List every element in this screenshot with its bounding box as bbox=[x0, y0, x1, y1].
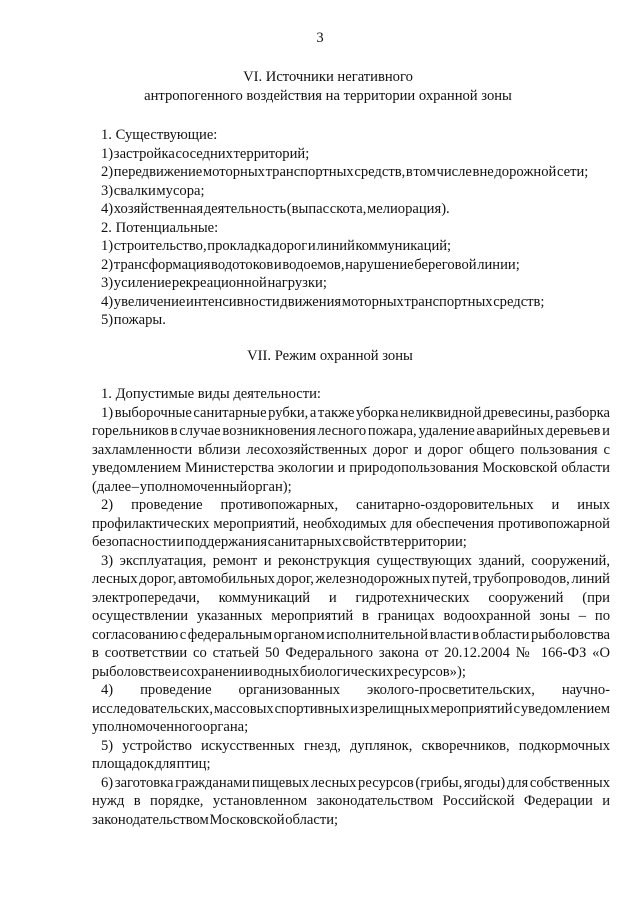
existing-sources-heading: 1. Существующие: bbox=[101, 127, 218, 143]
section-7-title: VII. Режим охранной зоны bbox=[247, 348, 413, 364]
page-number: 3 bbox=[316, 30, 324, 46]
potential-item-1: 1) строительство, прокладка дорог и линий коммуникаций; bbox=[101, 238, 452, 254]
existing-item-1: 1) застройка соседних территорий; bbox=[101, 145, 310, 162]
allowed-item-5: 5) устройство искусственных гнезд, дуплянок, скворечников, подкормочных площадок для птиц; bbox=[92, 737, 610, 772]
potential-item-2: 2) трансформация водотоков и водоемов, нарушение береговой линии; bbox=[101, 256, 520, 273]
existing-item-3: 3) свалки мусора; bbox=[101, 182, 205, 199]
section-7-body bbox=[92, 385, 610, 829]
allowed-item-6: 6) заготовка гражданами пищевых лесных ресурсов (грибы, ягоды) для собственных нужд в порядке, установленном законодательством Российской Федерации и законодательством Московской области; bbox=[92, 774, 610, 828]
existing-item-4: 4) хозяйственная деятельность (выпас скота, мелиорация). bbox=[101, 201, 450, 217]
potential-sources-heading: 2. Потенциальные: bbox=[101, 219, 219, 236]
potential-item-3: 3) усиление рекреационной нагрузки; bbox=[101, 275, 327, 291]
existing-item-2: 2) передвижение моторных транспортных средств, в том числе вне дорожной сети; bbox=[101, 164, 589, 180]
allowed-item-4: 4) проведение организованных эколого-просветительских, научно-исследовательских, массовых спортивных и зрелищных мероприятий с уведомлением уполномоченного органа; bbox=[92, 682, 610, 735]
potential-item-4: 4) увеличение интенсивности движения моторных транспортных средств; bbox=[101, 293, 545, 310]
allowed-activities-heading: 1. Допустимые виды деятельности: bbox=[101, 386, 321, 402]
potential-item-5: 5) пожары. bbox=[101, 312, 166, 328]
allowed-item-2: 2) проведение противопожарных, санитарно-оздоровительных и иных профилактических мероприятий, необходимых для обеспечения противопожарной безопасности и поддержания санитарных свойств территории; bbox=[92, 497, 610, 550]
section-6-title bbox=[8, 68, 640, 105]
section-6-title-line-2: антропогенного воздействия на территории охранной зоны bbox=[144, 87, 512, 104]
allowed-item-1: 1) выборочные санитарные рубки, а также уборка неликвидной древесины, разборка горельников в случае возникновения лесного пожара, удаление аварийных деревьев и захламленности вблизи лесохозяйственных дорог и дорог общего пользования с уведомлением Министерства экологии и природопользования Московской области (далее – уполномоченный орган); bbox=[92, 404, 610, 495]
section-6-title-line-1: VI. Источники негативного bbox=[243, 69, 413, 85]
section-6-body bbox=[92, 126, 610, 330]
allowed-item-3: 3) эксплуатация, ремонт и реконструкция существующих зданий, сооружений, лесных дорог, автомобильных дорог, железнодорожных путей, трубопроводов, линий электропередачи, коммуникаций и гидротехнических сооружений (при осуществлении указанных мероприятий в границах водоохранной зоны – по согласованию с федеральным органом исполнительной власти в области рыболовства в соответствии со статьей 50 Федерального закона от 20.12.2004 № 166-ФЗ «О рыболовстве и сохранении водных биологических ресурсов»); bbox=[92, 552, 610, 680]
